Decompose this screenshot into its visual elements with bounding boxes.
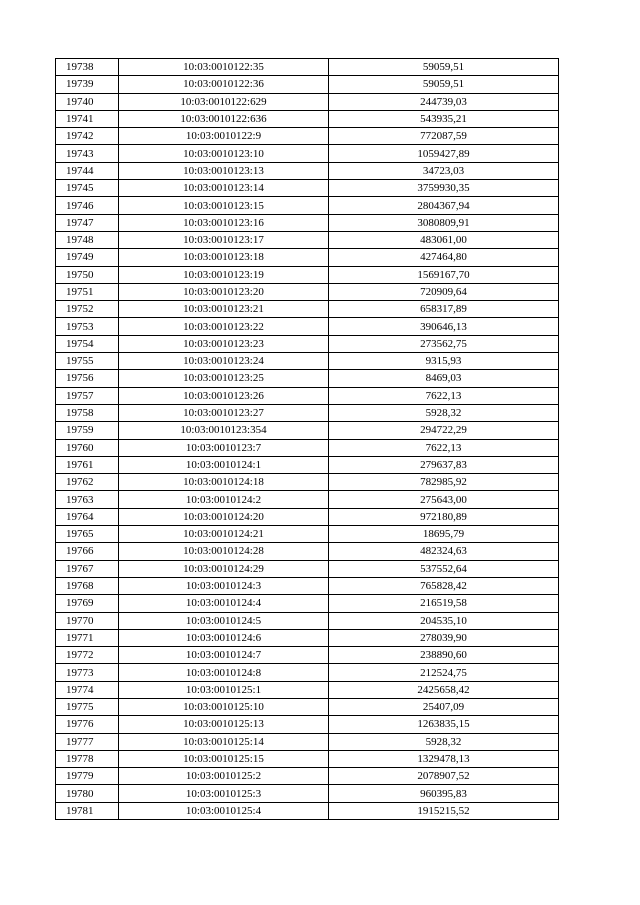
row-number-cell: 19765 [56, 526, 119, 543]
value-cell: 390646,13 [329, 318, 559, 335]
cadastral-number-cell: 10:03:0010123:16 [119, 214, 329, 231]
row-number-cell: 19744 [56, 162, 119, 179]
row-number-cell: 19753 [56, 318, 119, 335]
table-row [56, 145, 559, 162]
cadastral-number-cell: 10:03:0010124:28 [119, 543, 329, 560]
value-cell: 18695,79 [329, 526, 559, 543]
row-number-cell: 19774 [56, 681, 119, 698]
table-row [56, 162, 559, 179]
table-row [56, 474, 559, 491]
table-row [56, 197, 559, 214]
row-number-cell: 19751 [56, 283, 119, 300]
value-cell: 972180,89 [329, 508, 559, 525]
value-cell: 960395,83 [329, 785, 559, 802]
row-number-cell: 19778 [56, 750, 119, 767]
value-cell: 7622,13 [329, 439, 559, 456]
table-row [56, 128, 559, 145]
cadastral-number-cell: 10:03:0010122:636 [119, 110, 329, 127]
value-cell: 273562,75 [329, 335, 559, 352]
value-cell: 2425658,42 [329, 681, 559, 698]
cadastral-number-cell: 10:03:0010125:3 [119, 785, 329, 802]
table-row [56, 698, 559, 715]
cadastral-number-cell: 10:03:0010123:13 [119, 162, 329, 179]
value-cell: 3080809,91 [329, 214, 559, 231]
table-row [56, 733, 559, 750]
value-cell: 2804367,94 [329, 197, 559, 214]
value-cell: 278039,90 [329, 629, 559, 646]
table-row [56, 422, 559, 439]
table-row [56, 214, 559, 231]
cadastral-number-cell: 10:03:0010124:4 [119, 595, 329, 612]
value-cell: 543935,21 [329, 110, 559, 127]
cadastral-number-cell: 10:03:0010123:17 [119, 231, 329, 248]
value-cell: 765828,42 [329, 577, 559, 594]
table-row [56, 595, 559, 612]
row-number-cell: 19779 [56, 768, 119, 785]
value-cell: 216519,58 [329, 595, 559, 612]
value-cell: 772087,59 [329, 128, 559, 145]
value-cell: 1329478,13 [329, 750, 559, 767]
value-cell: 34723,03 [329, 162, 559, 179]
row-number-cell: 19763 [56, 491, 119, 508]
cadastral-number-cell: 10:03:0010123:18 [119, 249, 329, 266]
value-cell: 1059427,89 [329, 145, 559, 162]
cadastral-number-cell: 10:03:0010124:2 [119, 491, 329, 508]
row-number-cell: 19755 [56, 353, 119, 370]
cadastral-number-cell: 10:03:0010123:20 [119, 283, 329, 300]
table-row [56, 577, 559, 594]
cadastral-number-cell: 10:03:0010125:4 [119, 802, 329, 819]
row-number-cell: 19777 [56, 733, 119, 750]
value-cell: 275643,00 [329, 491, 559, 508]
cadastral-number-cell: 10:03:0010124:1 [119, 456, 329, 473]
row-number-cell: 19760 [56, 439, 119, 456]
cadastral-number-cell: 10:03:0010124:20 [119, 508, 329, 525]
cadastral-number-cell: 10:03:0010124:7 [119, 647, 329, 664]
row-number-cell: 19756 [56, 370, 119, 387]
value-cell: 25407,09 [329, 698, 559, 715]
row-number-cell: 19771 [56, 629, 119, 646]
table-row [56, 526, 559, 543]
value-cell: 244739,03 [329, 93, 559, 110]
value-cell: 212524,75 [329, 664, 559, 681]
cadastral-number-cell: 10:03:0010123:27 [119, 404, 329, 421]
cadastral-number-cell: 10:03:0010123:14 [119, 180, 329, 197]
table-row [56, 180, 559, 197]
cadastral-number-cell: 10:03:0010123:21 [119, 301, 329, 318]
row-number-cell: 19739 [56, 76, 119, 93]
cadastral-number-cell: 10:03:0010124:5 [119, 612, 329, 629]
row-number-cell: 19746 [56, 197, 119, 214]
table-row [56, 249, 559, 266]
row-number-cell: 19766 [56, 543, 119, 560]
table-row [56, 802, 559, 819]
row-number-cell: 19781 [56, 802, 119, 819]
table-row [56, 750, 559, 767]
value-cell: 5928,32 [329, 733, 559, 750]
table-row [56, 543, 559, 560]
value-cell: 782985,92 [329, 474, 559, 491]
table-row [56, 404, 559, 421]
row-number-cell: 19747 [56, 214, 119, 231]
cadastral-number-cell: 10:03:0010123:7 [119, 439, 329, 456]
value-cell: 279637,83 [329, 456, 559, 473]
cadastral-number-cell: 10:03:0010122:9 [119, 128, 329, 145]
table-row [56, 491, 559, 508]
table-row [56, 370, 559, 387]
table-row [56, 785, 559, 802]
table-row [56, 59, 559, 76]
value-cell: 3759930,35 [329, 180, 559, 197]
table-row [56, 439, 559, 456]
row-number-cell: 19775 [56, 698, 119, 715]
row-number-cell: 19770 [56, 612, 119, 629]
cadastral-number-cell: 10:03:0010122:36 [119, 76, 329, 93]
value-cell: 204535,10 [329, 612, 559, 629]
row-number-cell: 19748 [56, 231, 119, 248]
table-body [56, 59, 559, 820]
value-cell: 483061,00 [329, 231, 559, 248]
table-row [56, 508, 559, 525]
cadastral-number-cell: 10:03:0010124:8 [119, 664, 329, 681]
row-number-cell: 19745 [56, 180, 119, 197]
value-cell: 294722,29 [329, 422, 559, 439]
cadastral-number-cell: 10:03:0010124:18 [119, 474, 329, 491]
cadastral-number-cell: 10:03:0010123:22 [119, 318, 329, 335]
value-cell: 8469,03 [329, 370, 559, 387]
row-number-cell: 19757 [56, 387, 119, 404]
row-number-cell: 19749 [56, 249, 119, 266]
table-row [56, 231, 559, 248]
table-row [56, 93, 559, 110]
table-row [56, 266, 559, 283]
table-row [56, 301, 559, 318]
cadastral-number-cell: 10:03:0010123:26 [119, 387, 329, 404]
cadastral-number-cell: 10:03:0010124:6 [119, 629, 329, 646]
row-number-cell: 19773 [56, 664, 119, 681]
cadastral-number-cell: 10:03:0010125:13 [119, 716, 329, 733]
value-cell: 658317,89 [329, 301, 559, 318]
row-number-cell: 19780 [56, 785, 119, 802]
cadastral-number-cell: 10:03:0010124:29 [119, 560, 329, 577]
table-row [56, 560, 559, 577]
table-row [56, 335, 559, 352]
table-row [56, 110, 559, 127]
row-number-cell: 19738 [56, 59, 119, 76]
row-number-cell: 19767 [56, 560, 119, 577]
cadastral-number-cell: 10:03:0010125:14 [119, 733, 329, 750]
value-cell: 2078907,52 [329, 768, 559, 785]
table-row [56, 716, 559, 733]
value-cell: 1915215,52 [329, 802, 559, 819]
value-cell: 59059,51 [329, 59, 559, 76]
row-number-cell: 19758 [56, 404, 119, 421]
row-number-cell: 19740 [56, 93, 119, 110]
cadastral-number-cell: 10:03:0010125:15 [119, 750, 329, 767]
cadastral-number-cell: 10:03:0010123:23 [119, 335, 329, 352]
value-cell: 9315,93 [329, 353, 559, 370]
row-number-cell: 19772 [56, 647, 119, 664]
value-cell: 482324,63 [329, 543, 559, 560]
table-row [56, 647, 559, 664]
table-row [56, 456, 559, 473]
cadastral-number-cell: 10:03:0010125:1 [119, 681, 329, 698]
cadastral-number-cell: 10:03:0010123:10 [119, 145, 329, 162]
row-number-cell: 19741 [56, 110, 119, 127]
cadastral-number-cell: 10:03:0010123:19 [119, 266, 329, 283]
value-cell: 238890,60 [329, 647, 559, 664]
cadastral-number-cell: 10:03:0010123:15 [119, 197, 329, 214]
cadastral-number-cell: 10:03:0010124:21 [119, 526, 329, 543]
cadastral-value-table [55, 58, 559, 820]
value-cell: 537552,64 [329, 560, 559, 577]
table-row [56, 664, 559, 681]
cadastral-number-cell: 10:03:0010122:35 [119, 59, 329, 76]
table-row [56, 612, 559, 629]
table-row [56, 318, 559, 335]
value-cell: 720909,64 [329, 283, 559, 300]
value-cell: 1263835,15 [329, 716, 559, 733]
table-row [56, 629, 559, 646]
row-number-cell: 19764 [56, 508, 119, 525]
cadastral-number-cell: 10:03:0010125:2 [119, 768, 329, 785]
value-cell: 1569167,70 [329, 266, 559, 283]
row-number-cell: 19743 [56, 145, 119, 162]
row-number-cell: 19752 [56, 301, 119, 318]
cadastral-number-cell: 10:03:0010123:354 [119, 422, 329, 439]
cadastral-number-cell: 10:03:0010123:25 [119, 370, 329, 387]
row-number-cell: 19761 [56, 456, 119, 473]
value-cell: 5928,32 [329, 404, 559, 421]
row-number-cell: 19750 [56, 266, 119, 283]
table-row [56, 768, 559, 785]
row-number-cell: 19776 [56, 716, 119, 733]
row-number-cell: 19762 [56, 474, 119, 491]
cadastral-number-cell: 10:03:0010122:629 [119, 93, 329, 110]
value-cell: 427464,80 [329, 249, 559, 266]
table-row [56, 283, 559, 300]
cadastral-number-cell: 10:03:0010123:24 [119, 353, 329, 370]
row-number-cell: 19769 [56, 595, 119, 612]
value-cell: 59059,51 [329, 76, 559, 93]
cadastral-number-cell: 10:03:0010125:10 [119, 698, 329, 715]
table-row [56, 387, 559, 404]
value-cell: 7622,13 [329, 387, 559, 404]
table-row [56, 681, 559, 698]
row-number-cell: 19742 [56, 128, 119, 145]
table-row [56, 76, 559, 93]
cadastral-number-cell: 10:03:0010124:3 [119, 577, 329, 594]
table-row [56, 353, 559, 370]
row-number-cell: 19754 [56, 335, 119, 352]
row-number-cell: 19759 [56, 422, 119, 439]
row-number-cell: 19768 [56, 577, 119, 594]
